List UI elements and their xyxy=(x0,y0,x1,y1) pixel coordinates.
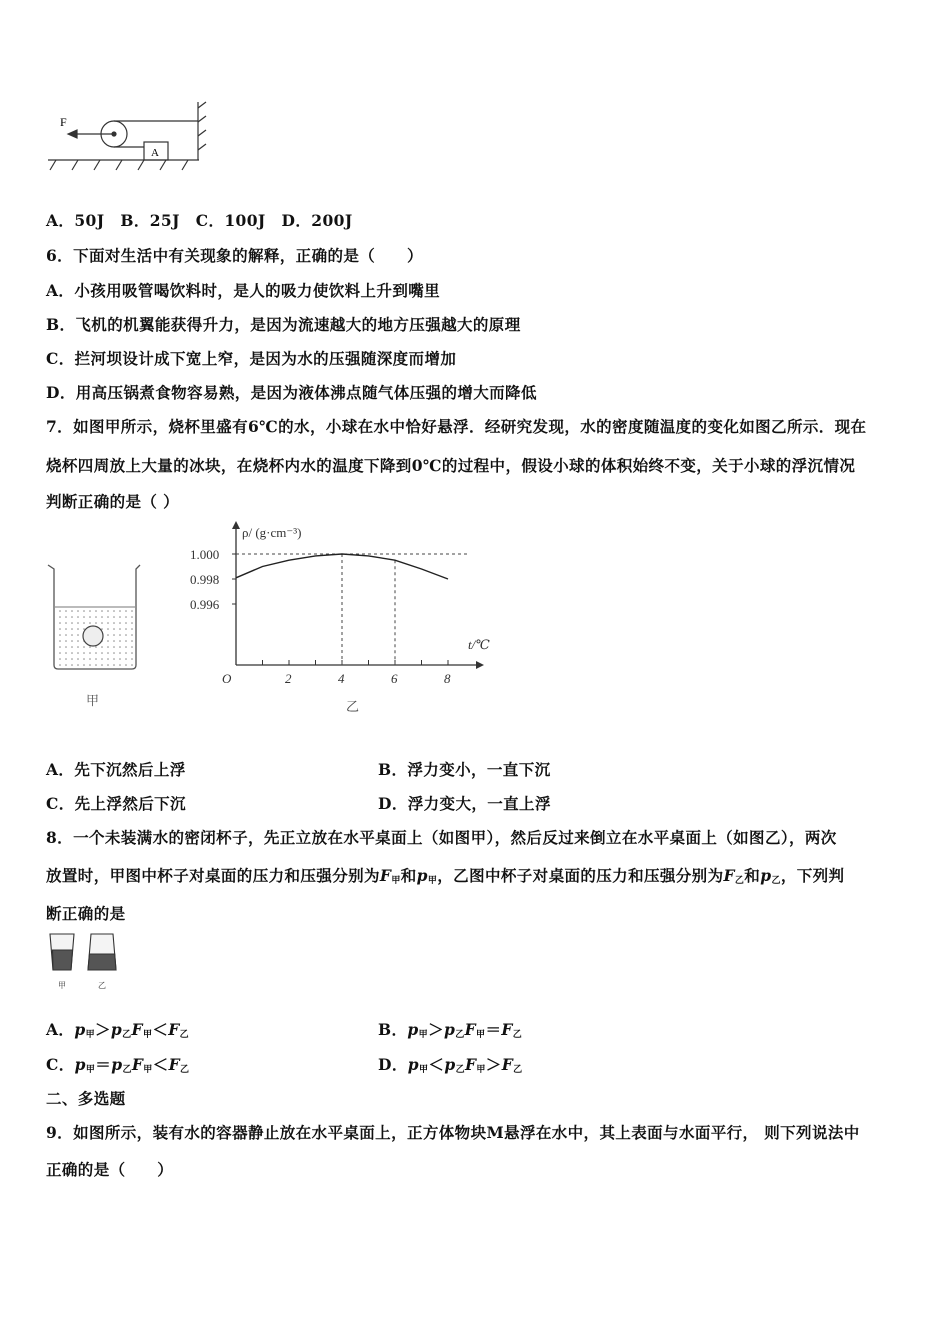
q7-stem-line3: 判断正确的是（ ） xyxy=(46,492,179,511)
section-2-heading: 二、多选题 xyxy=(46,1089,126,1108)
x-tick-label: 2 xyxy=(285,671,292,686)
q7-stem-line1: 7．如图甲所示，烧杯里盛有6℃的水，小球在水中恰好悬浮．经研究发现，水的密度随温度的变化如图乙所示．现在 xyxy=(46,417,867,436)
x-tick-label: 6 xyxy=(391,671,398,686)
q6-option-d: D．用高压锅煮食物容易熟，是因为液体沸点随气体压强的增大而降低 xyxy=(46,383,537,402)
cup-yi-label: 乙 xyxy=(98,981,106,990)
ball xyxy=(83,626,103,646)
q8-option-b: B．$p_甲>p_乙F_甲=F_乙$ xyxy=(378,1020,523,1040)
q7-stem-line2: 烧杯四周放上大量的冰块，在烧杯内水的温度下降到0℃的过程中，假设小球的体积始终不变，关于小球的浮沉情况 xyxy=(46,456,856,475)
q8-stem-line1: 8．一个未装满水的密闭杯子，先正立放在水平桌面上（如图甲），然后反过来倒立在水平桌面上（如图乙），两次 xyxy=(46,828,837,847)
y-tick-label: 0.996 xyxy=(190,597,220,612)
cups-figure xyxy=(44,930,134,992)
fig-yi-label: 乙 xyxy=(346,699,360,714)
q5-options: A．50J B．25J C．100J D．200J xyxy=(46,211,353,230)
block-label: A xyxy=(151,147,159,159)
q8-stem-line2: 放置时，甲图中杯子对桌面的压力和压强分别为$F_甲$和$p_甲$，乙图中杯子对桌面的压力和压强分别为$F_乙$和$p_乙$，下列判 xyxy=(46,866,845,886)
beaker-figure xyxy=(40,555,150,715)
q8-stem-line3: 断正确的是 xyxy=(46,904,126,923)
cup-jia-label: 甲 xyxy=(58,981,66,990)
force-label: F xyxy=(60,115,67,129)
q7-option-c: C．先上浮然后下沉 xyxy=(46,794,186,813)
y-tick-label: 1.000 xyxy=(190,547,220,562)
x-tick-label: 4 xyxy=(338,671,345,686)
x-axis-arrow xyxy=(476,661,484,669)
q8-option-a: A．$p_甲>p_乙F_甲<F_乙$ xyxy=(46,1020,190,1040)
q6-option-c: C．拦河坝设计成下宽上窄，是因为水的压强随深度而增加 xyxy=(46,349,457,368)
fig-jia-label: 甲 xyxy=(86,693,100,708)
q9-stem-line1: 9．如图所示，装有水的容器静止放在水平桌面上，正方体物块M悬浮在水中，其上表面与水面平行， 则下列说法中 xyxy=(46,1123,860,1142)
q6-stem: 6．下面对生活中有关现象的解释，正确的是（ ） xyxy=(46,246,423,265)
q8-option-d: D．$p_甲<p_乙F_甲>F_乙$ xyxy=(378,1055,523,1075)
q9-stem-line2: 正确的是（ ） xyxy=(46,1160,174,1179)
q7-option-d: D．浮力变大，一直上浮 xyxy=(378,794,551,813)
origin-label: O xyxy=(222,671,232,686)
x-tick-label: 8 xyxy=(444,671,451,686)
x-axis-label: t/℃ xyxy=(468,637,490,652)
q8-option-c: C．$p_甲=p_乙F_甲<F_乙$ xyxy=(46,1055,190,1075)
density-chart xyxy=(180,515,520,720)
q7-option-b: B．浮力变小，一直下沉 xyxy=(378,760,551,779)
pulley-figure xyxy=(44,98,214,176)
q6-option-a: A．小孩用吸管喝饮料时，是人的吸力使饮料上升到嘴里 xyxy=(46,281,441,300)
q7-option-a: A．先下沉然后上浮 xyxy=(46,760,186,779)
q6-option-b: B．飞机的机翼能获得升力，是因为流速越大的地方压强越大的原理 xyxy=(46,315,521,334)
y-axis-arrow xyxy=(232,521,240,529)
y-axis-label: ρ/ (g·cm⁻³) xyxy=(242,525,302,540)
y-tick-label: 0.998 xyxy=(190,572,220,587)
